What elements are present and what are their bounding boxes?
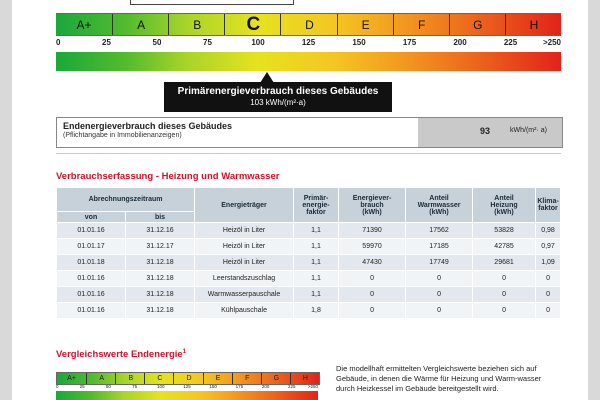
th-heating: Anteil Heizung (kWh): [473, 188, 536, 223]
comparison-scale-tick-10: >250: [307, 384, 318, 389]
table-cell: 0: [339, 271, 406, 287]
energy-scale-tick-9: 225: [503, 38, 518, 47]
table-row: [57, 287, 561, 303]
table-cell: 42785: [473, 239, 536, 255]
comparison-scale-tick-7: 175: [235, 384, 244, 389]
table-cell: 0: [406, 287, 473, 303]
table-row: [57, 303, 561, 319]
comparison-scale-class-3: B: [115, 373, 145, 384]
comparison-scale-class-6: E: [203, 373, 233, 384]
energy-scale-tick-8: 200: [453, 38, 467, 47]
energy-scale-tick-6: 150: [352, 38, 366, 47]
table-cell: 0: [536, 303, 561, 319]
energy-scale-tick-0: 0: [56, 38, 61, 47]
comparison-scale-tick-2: 50: [105, 384, 111, 389]
th-period: Abrechnungszeitraum: [57, 188, 195, 212]
primary-energy-label: Primärenergieverbrauch dieses Gebäudes: [177, 86, 379, 97]
energy-scale-class-8: G: [449, 14, 506, 35]
comparison-scale-tick-8: 200: [261, 384, 270, 389]
table-cell: 59970: [339, 239, 406, 255]
comparison-scale-class-7: F: [232, 373, 262, 384]
comparison-scale-ticks: [56, 384, 318, 390]
consumption-table: [56, 187, 561, 319]
end-energy-unit: kWh/(m²· a): [510, 127, 547, 134]
primary-energy-callout: [164, 82, 392, 112]
table-cell: 1,1: [294, 223, 339, 239]
table-cell: 31.12.18: [126, 303, 195, 319]
table-cell: 17185: [406, 239, 473, 255]
table-cell: 31.12.18: [126, 271, 195, 287]
table-cell: 29681: [473, 255, 536, 271]
table-cell: 1,8: [294, 303, 339, 319]
th-energy: Energiever- brauch (kWh): [339, 188, 406, 223]
energy-scale-tick-1: 25: [102, 38, 111, 47]
table-cell: Heizöl in Liter: [195, 223, 294, 239]
energy-scale-class-9: H: [505, 14, 562, 35]
energy-scale-ticks: [56, 38, 561, 50]
table-row: [57, 255, 561, 271]
table-cell: 01.01.16: [57, 223, 126, 239]
energy-scale-tick-5: 125: [301, 38, 316, 47]
table-cell: 31.12.16: [126, 223, 195, 239]
table-cell: 53828: [473, 223, 536, 239]
energy-scale-class-5: D: [280, 14, 337, 35]
primary-energy-value: 103 kWh/(m²·a): [250, 98, 306, 107]
comparison-scale-class-8: G: [261, 373, 291, 384]
energy-scale-class-3: B: [168, 14, 225, 35]
comparison-scale-class-2: A: [86, 373, 116, 384]
table-cell: 31.12.17: [126, 239, 195, 255]
table-cell: 0: [473, 271, 536, 287]
end-energy-value: 93: [480, 126, 491, 136]
table-cell: 1,1: [294, 271, 339, 287]
table-cell: 0: [339, 303, 406, 319]
table-cell: 1,1: [294, 239, 339, 255]
table-cell: 0: [473, 287, 536, 303]
consumption-section-title: Verbrauchserfassung - Heizung und Warmwasser: [56, 171, 280, 182]
table-cell: 0: [473, 303, 536, 319]
comparison-note: Die modellhaft ermittelten Vergleichswerte beziehen sich auf Gebäude, in denen die Wärme für Heizung und Warm-wasser durch Heizkessel im Gebäude bereitgestellt wird.: [336, 364, 542, 393]
energy-certificate-page: [12, 0, 588, 400]
table-cell: 0: [536, 271, 561, 287]
comparison-scale-tick-5: 125: [183, 384, 191, 389]
table-row: [57, 271, 561, 287]
energy-scale-tick-2: 50: [152, 38, 162, 47]
comparison-scale-tick-1: 25: [79, 384, 85, 389]
table-cell: 01.01.16: [57, 287, 126, 303]
comparison-scale-class-9: H: [290, 373, 320, 384]
table-cell: 17749: [406, 255, 473, 271]
energy-class-scale: [56, 13, 561, 36]
comparison-scale-tick-0: 0: [56, 384, 59, 389]
comparison-section-title: [56, 349, 186, 360]
th-from: von: [57, 212, 126, 223]
th-factor: Primär- energie- faktor: [294, 188, 339, 223]
table-cell: 1,1: [294, 255, 339, 271]
comparison-scale-tick-6: 150: [209, 384, 217, 389]
table-cell: Kühlpauschale: [195, 303, 294, 319]
comparison-scale-tick-3: 75: [132, 384, 138, 389]
table-cell: Warmwasserpauschale: [195, 287, 294, 303]
comparison-scale-tick-4: 100: [157, 384, 165, 389]
table-cell: Heizöl in Liter: [195, 255, 294, 271]
table-row: [57, 239, 561, 255]
th-climate: Klima- faktor: [536, 188, 561, 223]
table-row: [57, 223, 561, 239]
table-cell: 0: [536, 287, 561, 303]
table-cell: 01.01.16: [57, 303, 126, 319]
table-cell: 47430: [339, 255, 406, 271]
end-energy-sublabel: (Pflichtangabe in Immobilienanzeigen): [63, 132, 182, 139]
table-cell: 1,09: [536, 255, 561, 271]
table-cell: 71390: [339, 223, 406, 239]
comparison-footnote-mark: 1: [182, 349, 187, 355]
table-cell: 31.12.18: [126, 255, 195, 271]
table-cell: 01.01.16: [57, 271, 126, 287]
table-cell: 31.12.18: [126, 287, 195, 303]
energy-scale-class-4: C: [224, 14, 281, 35]
energy-scale-class-7: F: [393, 14, 450, 35]
energy-scale-tick-10: >250: [542, 38, 561, 47]
comparison-scale-tick-9: 225: [288, 384, 296, 389]
th-warmwater: Anteil Warmwasser (kWh): [406, 188, 473, 223]
energy-scale-class-1: A+: [76, 17, 92, 32]
energy-scale-class-2: A: [112, 14, 169, 35]
end-energy-label: Endenergieverbrauch dieses Gebäudes: [63, 121, 233, 131]
th-to: bis: [126, 212, 195, 223]
table-cell: 01.01.17: [57, 239, 126, 255]
section-divider: [56, 153, 561, 154]
table-cell: Heizöl in Liter: [195, 239, 294, 255]
energy-scale-tick-3: 75: [203, 38, 212, 47]
energy-scale-tick-4: 100: [251, 38, 265, 47]
table-cell: 0: [339, 287, 406, 303]
th-carrier: Energieträger: [195, 188, 294, 223]
table-cell: 0,98: [536, 223, 561, 239]
energy-scale-tick-7: 175: [402, 38, 417, 47]
comparison-scale-class-4: C: [144, 373, 174, 384]
table-cell: Leerstandszuschlag: [195, 271, 294, 287]
comparison-gradient-bar: [56, 391, 318, 400]
comparison-scale-class-1: A+: [67, 375, 76, 382]
table-cell: 0: [406, 303, 473, 319]
scale-top-marker-box: [130, 0, 294, 5]
table-cell: 0,97: [536, 239, 561, 255]
energy-gradient-bar: [56, 52, 561, 71]
end-energy-value-box: [418, 118, 562, 147]
table-cell: 17562: [406, 223, 473, 239]
comparison-title-text: Vergleichswerte Endenergie: [56, 349, 183, 361]
comparison-scale-class-5: D: [173, 373, 203, 384]
table-cell: 1,1: [294, 287, 339, 303]
end-energy-box: [56, 117, 563, 148]
energy-scale-class-6: E: [337, 14, 394, 35]
table-cell: 01.01.18: [57, 255, 126, 271]
table-cell: 0: [406, 271, 473, 287]
